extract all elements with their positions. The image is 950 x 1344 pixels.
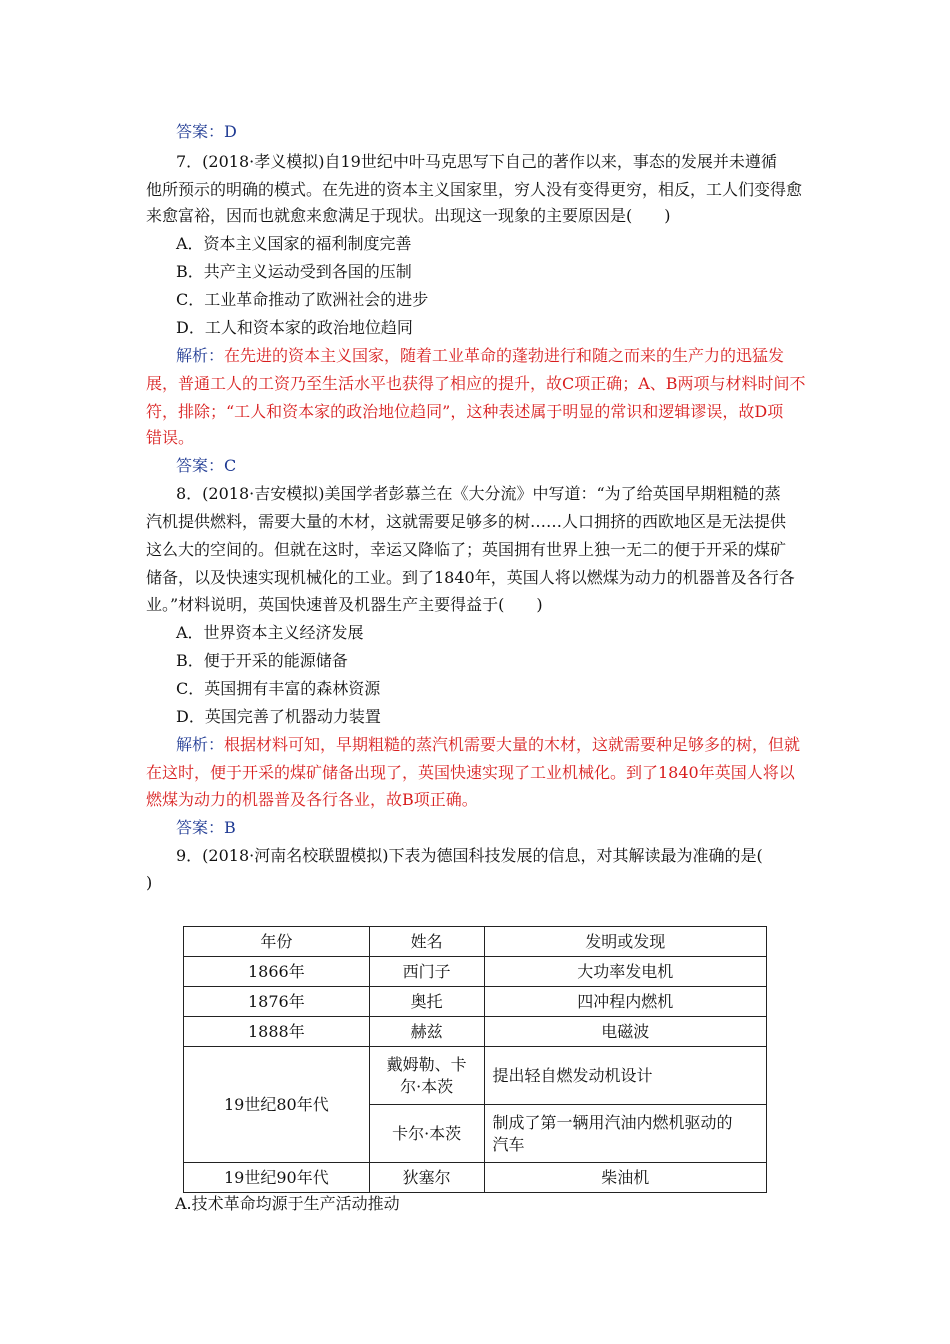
- table-row: [184, 957, 767, 987]
- cell-item-line-1: 制成了第一辆用汽油内燃机驱动的: [492, 1112, 733, 1132]
- header-item: 发明或发现: [484, 927, 766, 957]
- cell-item: 柴油机: [484, 1163, 766, 1193]
- table-row: [184, 1047, 767, 1105]
- q8-stem-line-5: 业。”材料说明，英国快速普及机器生产主要得益于( ): [146, 595, 543, 614]
- table-row: [184, 1163, 767, 1193]
- cell-name: 狄塞尔: [369, 1163, 484, 1193]
- q9-stem-line-2: ): [146, 873, 153, 892]
- q8-stem-line-3: 这么大的空间的。但就在这时，幸运又降临了；英国拥有世界上独一无二的便于开采的煤矿: [146, 540, 787, 559]
- q8-analysis-line-2: 在这时，便于开采的煤矿储备出现了，英国快速实现了工业机械化。到了1840年英国人将以: [146, 763, 795, 782]
- q8-option-d: D．英国完善了机器动力装置: [176, 707, 381, 726]
- q8-stem-line-1: 8．(2018·吉安模拟)美国学者彭慕兰在《大分流》中写道：“为了给英国早期粗糙的蒸: [176, 484, 781, 503]
- q7-analysis-line-2: 展，普通工人的工资乃至生活水平也获得了相应的提升，故C项正确；A、B两项与材料时间不: [146, 374, 806, 393]
- q8-analysis-text-1: 根据材料可知，早期粗糙的蒸汽机需要大量的木材，这就需要种足够多的树，但就: [224, 735, 801, 754]
- cell-name: [369, 1047, 484, 1105]
- cell-year: 1876年: [184, 987, 370, 1017]
- q7-stem-line-1: 7．(2018·孝义模拟)自19世纪中叶马克思写下自己的著作以来，事态的发展并未遵循: [176, 152, 777, 171]
- q7-analysis-label: 解析：: [176, 346, 225, 365]
- q7-stem-line-2: 他所预示的明确的模式。在先进的资本主义国家里，穷人没有变得更穷，相反，工人们变得愈: [146, 180, 803, 199]
- q8-stem-line-4: 储备，以及快速实现机械化的工业。到了1840年，英国人将以燃煤为动力的机器普及各行各: [146, 568, 795, 587]
- q7-analysis-line-3: 符，排除；“工人和资本家的政治地位趋同”，这种表述属于明显的常识和逻辑谬误，故D项: [146, 402, 784, 421]
- q7-option-a: A．资本主义国家的福利制度完善: [176, 234, 412, 253]
- cell-name-line-2: 尔·本茨: [400, 1076, 454, 1096]
- table-row: [184, 1017, 767, 1047]
- cell-item: 电磁波: [484, 1017, 766, 1047]
- q7-option-b: B．共产主义运动受到各国的压制: [176, 262, 412, 281]
- cell-item: 四冲程内燃机: [484, 987, 766, 1017]
- q8-option-a: A．世界资本主义经济发展: [176, 623, 364, 642]
- q7-analysis-line-4: 错误。: [146, 428, 195, 447]
- cell-name: 奥托: [369, 987, 484, 1017]
- q8-analysis-line-3: 燃煤为动力的机器普及各行各业，故B项正确。: [146, 790, 478, 809]
- table-row: [184, 987, 767, 1017]
- cell-item-line-2: 汽车: [492, 1134, 525, 1154]
- q9-stem-line-1: 9．(2018·河南名校联盟模拟)下表为德国科技发展的信息，对其解读最为准确的是(: [176, 846, 763, 865]
- tech-table: [183, 926, 767, 1193]
- cell-name: 西门子: [369, 957, 484, 987]
- cell-year: 1866年: [184, 957, 370, 987]
- cell-name: 赫兹: [369, 1017, 484, 1047]
- cell-year: 19世纪90年代: [184, 1163, 370, 1193]
- q9-option-a: A.技术革命均源于生产活动推动: [175, 1194, 400, 1213]
- cell-item: 提出轻自燃发动机设计: [484, 1047, 766, 1105]
- q7-stem-line-3: 来愈富裕，因而也就愈来愈满足于现状。出现这一现象的主要原因是( ): [146, 206, 671, 225]
- cell-name-line-1: 戴姆勒、卡: [386, 1054, 467, 1074]
- table-header-row: [184, 927, 767, 957]
- q8-answer: 答案：B: [176, 818, 236, 837]
- header-name: 姓名: [369, 927, 484, 957]
- q6-answer: 答案：D: [176, 122, 237, 141]
- header-year: 年份: [184, 927, 370, 957]
- q8-option-c: C．英国拥有丰富的森林资源: [176, 679, 381, 698]
- q7-analysis-text-1: 在先进的资本主义国家，随着工业革命的蓬勃进行和随之而来的生产力的迅猛发: [224, 346, 785, 365]
- q7-option-d: D．工人和资本家的政治地位趋同: [176, 318, 413, 337]
- cell-year-merged: 19世纪80年代: [184, 1047, 370, 1163]
- q7-option-c: C．工业革命推动了欧洲社会的进步: [176, 290, 429, 309]
- cell-item: [484, 1105, 766, 1163]
- q8-analysis-line-1: [176, 735, 800, 755]
- q8-analysis-label: 解析：: [176, 735, 225, 754]
- cell-year: 1888年: [184, 1017, 370, 1047]
- q8-option-b: B．便于开采的能源储备: [176, 651, 348, 670]
- cell-item: 大功率发电机: [484, 957, 766, 987]
- q7-analysis-line-1: [176, 346, 784, 366]
- cell-name: 卡尔·本茨: [369, 1105, 484, 1163]
- q8-stem-line-2: 汽机提供燃料，需要大量的木材，这就需要足够多的树……人口拥挤的西欧地区是无法提供: [146, 512, 787, 531]
- q7-answer: 答案：C: [176, 456, 237, 475]
